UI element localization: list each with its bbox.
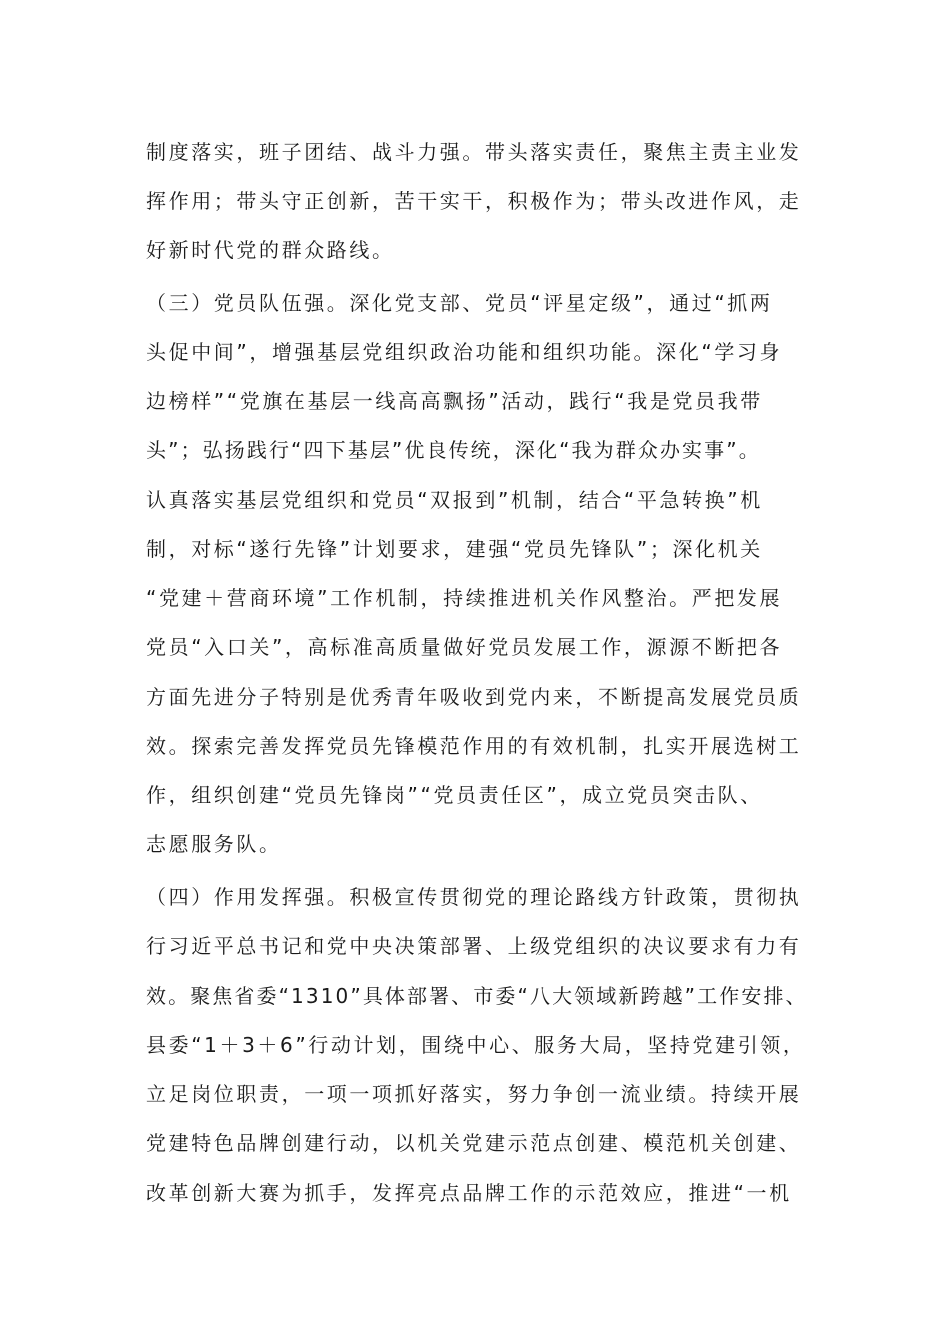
text-line: 制度落实，班子团结、战斗力强。带头落实责任，聚焦主责主业发	[146, 140, 802, 164]
text-line: （三）党员队伍强。深化党支部、党员“评星定级”，通过“抓两	[146, 291, 773, 315]
text-line: 党建特色品牌创建行动，以机关党建示范点创建、模范机关创建、	[146, 1131, 802, 1155]
text-line: 效。探索完善发挥党员先锋模范作用的有效机制，扎实开展选树工	[146, 734, 802, 758]
text-line: 制，对标“遂行先锋”计划要求，建强“党员先锋队”；深化机关	[146, 537, 763, 561]
text-line: 效。聚焦省委“1310”具体部署、市委“八大领域新跨越”工作安排、	[146, 984, 808, 1008]
text-line: 认真落实基层党组织和党员“双报到”机制，结合“平急转换”机	[146, 488, 763, 512]
text-line: 头促中间”，增强基层党组织政治功能和组织功能。深化“学习身	[146, 340, 783, 364]
text-line: 好新时代党的群众路线。	[146, 238, 395, 262]
text-line: 边榜样”“党旗在基层一线高高飘扬”活动，践行“我是党员我带	[146, 389, 763, 413]
text-line: 县委“1＋3＋6”行动计划，围绕中心、服务大局，坚持党建引领，	[146, 1033, 806, 1057]
text-line: 行习近平总书记和党中央决策部署、上级党组织的决议要求有力有	[146, 934, 802, 958]
text-line: 头”；弘扬践行“四下基层”优良传统，深化“我为群众办实事”。	[146, 438, 761, 462]
text-line: 作，组织创建“党员先锋岗”“党员责任区”，成立党员突击队、	[146, 783, 763, 807]
text-line: “党建＋营商环境”工作机制，持续推进机关作风整治。严把发展	[146, 586, 783, 610]
text-line: （四）作用发挥强。积极宣传贯彻党的理论路线方针政策，贯彻执	[146, 885, 802, 909]
text-line: 志愿服务队。	[146, 832, 282, 856]
text-line: 立足岗位职责，一项一项抓好落实，努力争创一流业绩。持续开展	[146, 1082, 802, 1106]
text-line: 改革创新大赛为抓手，发挥亮点品牌工作的示范效应，推进“一机	[146, 1181, 792, 1205]
text-line: 党员“入口关”，高标准高质量做好党员发展工作，源源不断把各	[146, 635, 783, 659]
text-line: 方面先进分子特别是优秀青年吸收到党内来，不断提高发展党员质	[146, 685, 802, 709]
text-line: 挥作用；带头守正创新，苦干实干，积极作为；带头改进作风，走	[146, 189, 802, 213]
